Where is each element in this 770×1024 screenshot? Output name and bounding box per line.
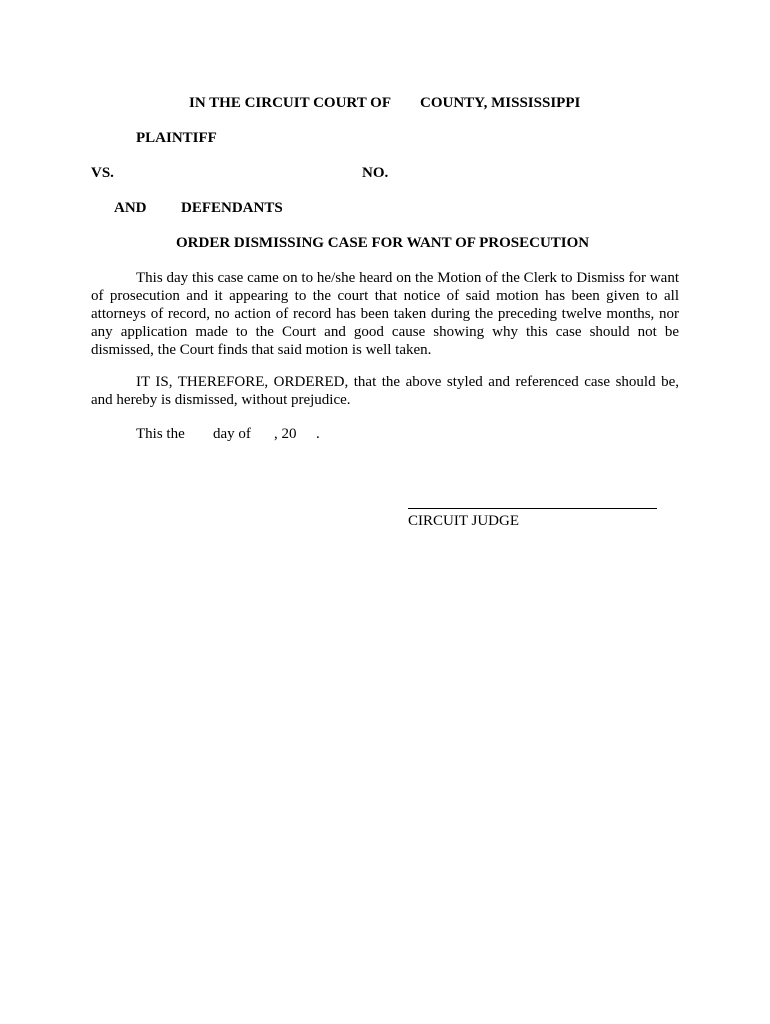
- date-year-prefix: , 20: [274, 426, 297, 442]
- court-heading-right: COUNTY, MISSISSIPPI: [420, 95, 581, 111]
- and-label: AND: [114, 200, 147, 216]
- order-title: ORDER DISMISSING CASE FOR WANT OF PROSECUTION: [176, 235, 590, 251]
- court-heading-left: IN THE CIRCUIT COURT OF: [189, 95, 392, 111]
- date-period: .: [316, 426, 320, 442]
- order-paragraph-ordered: IT IS, THEREFORE, ORDERED, that the above styled and referenced case should be, and hereby is dismissed, without prejudice.: [91, 374, 679, 408]
- signature-label: CIRCUIT JUDGE: [408, 513, 519, 529]
- vs-label: VS.: [91, 165, 114, 181]
- signature-line: [408, 508, 657, 509]
- date-this-the: This the: [136, 426, 185, 442]
- order-paragraph-findings: This day this case came on to he/she heard on the Motion of the Clerk to Dismiss for want of prosecution and it appearing to the court that notice of said motion has been given to all attorneys of record, no action of record has been taken during the preceding twelve months, nor any application made to the Court and good cause showing why this case should not be dismissed, the Court finds that said motion is well taken.: [91, 270, 679, 358]
- date-day-of: day of: [213, 426, 251, 442]
- plaintiff-label: PLAINTIFF: [136, 130, 217, 146]
- case-number-label: NO.: [362, 165, 389, 181]
- defendants-label: DEFENDANTS: [181, 200, 283, 216]
